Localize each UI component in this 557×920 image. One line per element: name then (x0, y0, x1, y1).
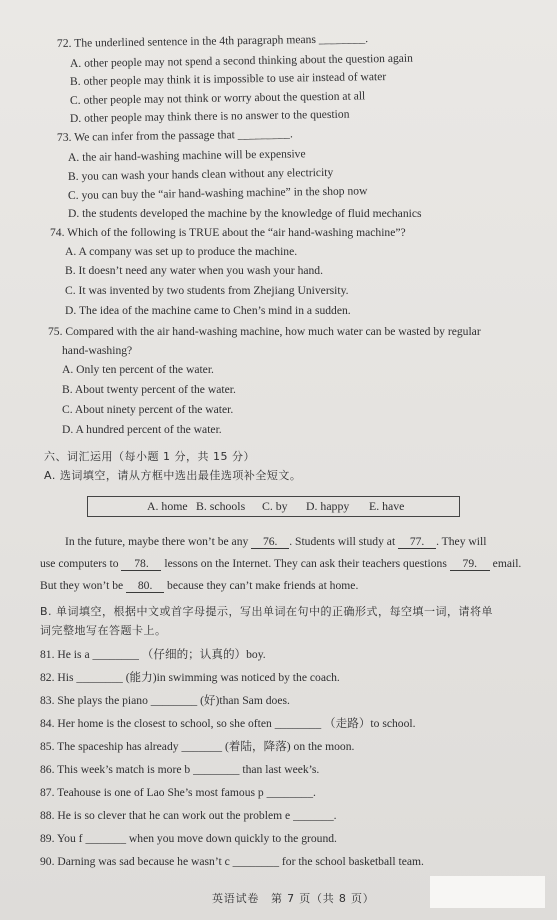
option-c: C. other people may not think or worry about the question at all (69, 89, 366, 107)
question-74-stem: 74. Which of the following is TRUE about the “air hand-washing machine”? (50, 226, 406, 239)
section-6-heading: 六、词汇运用（每小题 1 分，共 15 分） (44, 450, 255, 463)
option-a: A. the air hand-washing machine will be expensive (67, 147, 306, 164)
answer-blank: ________ (92, 648, 139, 661)
blank-77: 77. (398, 535, 436, 549)
option-c: C. It was invented by two students from Zhejiang University. (65, 284, 349, 297)
item-88: 88. He is so clever that he can work out the problem e _______. (40, 809, 337, 822)
word-option: C. by (262, 499, 288, 513)
cloze-line-2: use computers to 78. lessons on the Internet. They can ask their teachers questions 79. email. (40, 557, 522, 570)
item-85: 85. The spaceship has already _______ (着陆，降落) on the moon. (40, 740, 355, 753)
word-option: E. have (369, 499, 405, 513)
blank-80: 80. (126, 579, 164, 593)
option-b: B. other people may think it is impossible to use air instead of water (69, 70, 387, 88)
item-90: 90. Darning was sad because he wasn’t c ________ for the school basketball team. (40, 855, 424, 868)
option-b: B. About twenty percent of the water. (62, 383, 236, 396)
option-d: D. A hundred percent of the water. (62, 423, 222, 436)
question-75-stem-line2: hand-washing? (62, 344, 133, 357)
word-option: B. schools (196, 499, 246, 513)
answer-blank: _______ (293, 809, 334, 822)
answer-blank: ________ (318, 32, 366, 46)
item-84: 84. Her home is the closest to school, so she often ________ （走路）to school. (40, 717, 416, 730)
blank-76: 76. (251, 535, 289, 549)
item-86: 86. This week’s match is more b ________ than last week’s. (40, 763, 320, 776)
answer-blank: ________ (232, 855, 280, 868)
item-81: 81. He is a ________ （仔细的；认真的）boy. (40, 648, 266, 661)
item-87: 87. Teahouse is one of Lao She’s most famous p ________. (40, 786, 316, 799)
option-a: A. A company was set up to produce the machine. (65, 245, 298, 258)
item-83: 83. She plays the piano ________ (好)than Sam does. (40, 694, 290, 707)
blank-79: 79. (450, 557, 490, 571)
answer-blank: _______ (181, 740, 223, 753)
option-d: D. the students developed the machine by the knowledge of fluid mechanics (68, 207, 422, 220)
answer-blank: ________ (193, 763, 240, 776)
option-d: D. The idea of the machine came to Chen’s mind in a sudden. (65, 304, 351, 317)
answer-blank: ________ (266, 786, 314, 799)
answer-blank: _______ (85, 832, 127, 845)
word-option: D. happy (306, 499, 350, 513)
answer-blank: ________ (274, 717, 322, 730)
page-footer: 英语试卷 第 7 页（共 8 页） (212, 892, 375, 905)
blank-corner-patch (430, 876, 545, 908)
word-option: A. home (147, 499, 188, 513)
cloze-line-3: But they won’t be 80. because they can’t make friends at home. (40, 579, 359, 592)
word-bank-box (87, 496, 460, 517)
item-89: 89. You f _______ when you move down quickly to the ground. (40, 832, 337, 845)
question-72-stem: 72. The underlined sentence in the 4th paragraph means ________. (56, 32, 369, 50)
option-c: C. you can buy the “air hand-washing machine” in the shop now (67, 184, 368, 202)
option-d: D. other people may think there is no answer to the question (69, 107, 350, 125)
part-b-instruction-line1: B. 单词填空，根据中文或首字母提示，写出单词在句中的正确形式，每空填一词，请将单 (40, 605, 494, 618)
answer-blank: ________ (150, 694, 198, 707)
option-b: B. you can wash your hands clean without any electricity (67, 165, 334, 183)
question-73-stem: 73. We can infer from the passage that _________. (56, 127, 293, 144)
item-82: 82. His ________ (能力)in swimming was noticed by the coach. (40, 671, 340, 684)
option-a: A. other people may not spend a second thinking about the question again (69, 51, 413, 70)
cloze-line-1: In the future, maybe there won’t be any 76. . Students will study at 77. . They will (65, 535, 487, 548)
answer-blank: ________ (76, 671, 123, 684)
answer-blank: _________ (237, 127, 291, 142)
question-75-stem-line1: 75. Compared with the air hand-washing machine, how much water can be wasted by regular (48, 325, 481, 338)
option-b: B. It doesn’t need any water when you wash your hand. (65, 264, 324, 277)
blank-78: 78. (121, 557, 161, 571)
option-c: C. About ninety percent of the water. (62, 403, 234, 416)
part-b-instruction-line2: 词完整地写在答题卡上。 (40, 624, 167, 637)
option-a: A. Only ten percent of the water. (62, 363, 214, 376)
part-a-instruction: A. 选词填空，请从方框中选出最佳选项补全短文。 (44, 469, 302, 482)
